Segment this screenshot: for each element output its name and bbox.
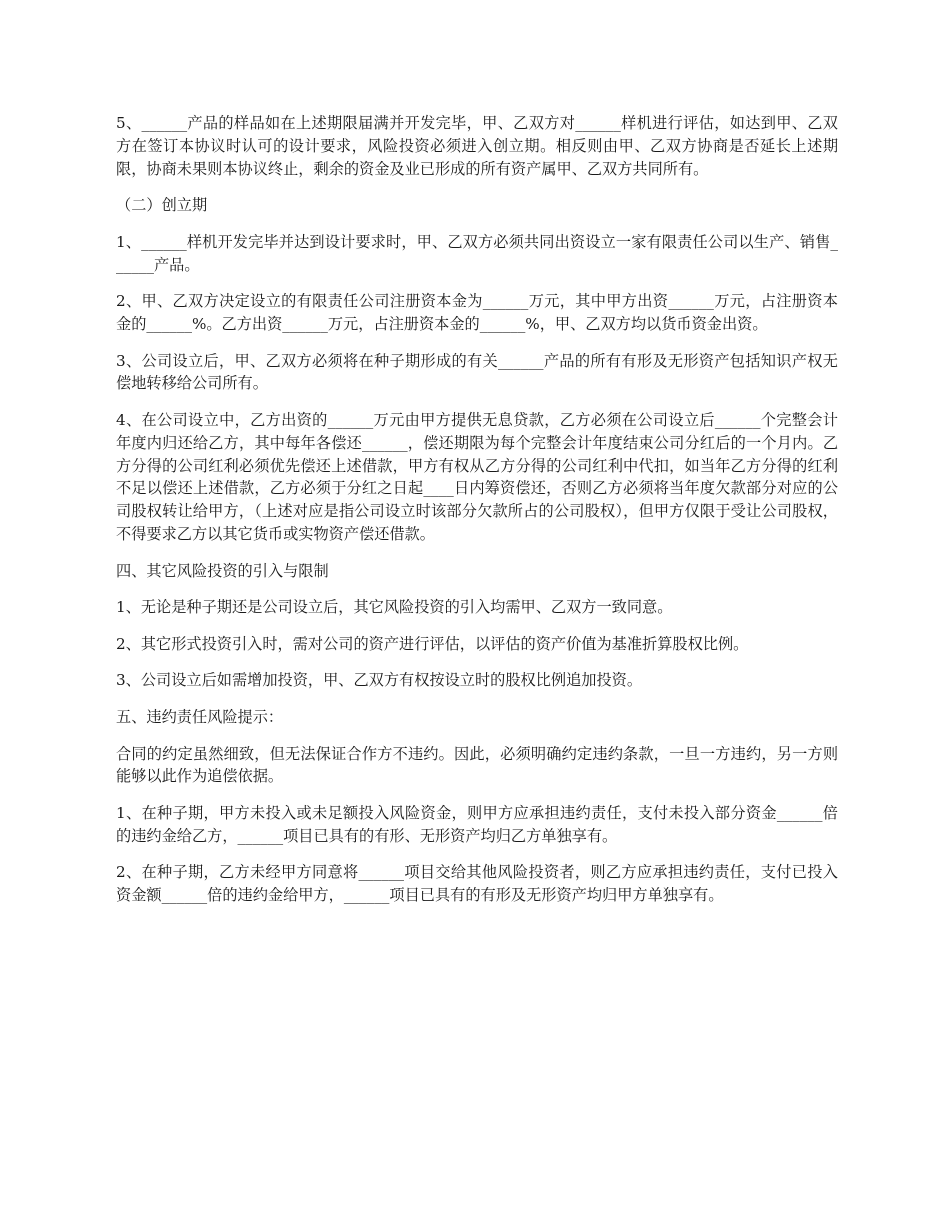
clause-1-party-a-breach: 1、在种子期，甲方未投入或未足额投入风险资金，则甲方应承担违约责任，支付未投入部分资金______倍的违约金给乙方，______项目已具有的有形、无形资产均归乙方单独享有。 bbox=[116, 803, 838, 845]
clause-3-asset-transfer: 3、公司设立后，甲、乙双方必须将在种子期形成的有关______产品的所有有形及无形资产包括知识产权无偿地转移给公司所有。 bbox=[116, 351, 838, 393]
clause-2-party-b-breach: 2、在种子期，乙方未经甲方同意将______项目交给其他风险投资者，则乙方应承担违约责任，支付已投入资金额______倍的违约金给甲方，______项目已具有的有形及无形资产均归甲方单独享有。 bbox=[116, 863, 838, 905]
clause-3-additional-investment: 3、公司设立后如需增加投资，甲、乙双方有权按设立时的股权比例追加投资。 bbox=[116, 671, 643, 690]
clause-1-company-setup: 1、______样机开发完毕并达到设计要求时，甲、乙双方必须共同出资设立一家有限责任公司以生产、销售______产品。 bbox=[116, 232, 838, 274]
section-heading-breach-liability: 五、违约责任风险提示： bbox=[116, 707, 284, 726]
clause-2-registered-capital: 2、甲、乙双方决定设立的有限责任公司注册资本金为______万元，其中甲方出资______万元，占注册资本金的______%。乙方出资______万元，占注册资本金的______%，甲、乙双方均以货币资金出资。 bbox=[116, 292, 838, 333]
document-page bbox=[116, 112, 838, 921]
clause-5-seed-evaluation: 5、______产品的样品如在上述期限届满并开发完毕，甲、乙双方对______样机进行评估，如达到甲、乙双方在签订本协议时认可的设计要求，风险投资必须进入创立期。相反则由甲、乙双方协商是否延长上述期限，协商未果则本协议终止，剩余的资金及业已形成的所有资产属甲、乙双方共同所有。 bbox=[116, 114, 838, 178]
section-heading-founding-period: （二）创立期 bbox=[116, 196, 208, 215]
clause-1-investment-consent: 1、无论是种子期还是公司设立后，其它风险投资的引入均需甲、乙双方一致同意。 bbox=[116, 598, 673, 617]
clause-2-asset-valuation: 2、其它形式投资引入时，需对公司的资产进行评估，以评估的资产价值为基准折算股权比例。 bbox=[116, 634, 749, 653]
section-heading-other-investment: 四、其它风险投资的引入与限制 bbox=[116, 561, 329, 580]
breach-intro-paragraph: 合同的约定虽然细致，但无法保证合作方不违约。因此，必须明确约定违约条款，一旦一方违约，另一方则能够以此作为追偿依据。 bbox=[116, 744, 838, 786]
clause-4-loan-repayment: 4、在公司设立中，乙方出资的______万元由甲方提供无息贷款，乙方必须在公司设立后______个完整会计年度内归还给乙方，其中每年各偿还______，偿还期限为每个完整会计年度结束公司分红后的一个月内。乙方分得的公司红利必须优先偿还上述借款，甲方有权从乙方分得的公司红利中代扣，如当年乙方分得的红利不足以偿还上述借款，乙方必须于分红之日起____日内筹资偿还，否则乙方必须将当年度欠款部分对应的公司股权转让给甲方，（上述对应是指公司设立时该部分欠款所占的公司股权），但甲方仅限于受让公司股权，不得要求乙方以其它货币或实物资产偿还借款。 bbox=[116, 410, 838, 543]
